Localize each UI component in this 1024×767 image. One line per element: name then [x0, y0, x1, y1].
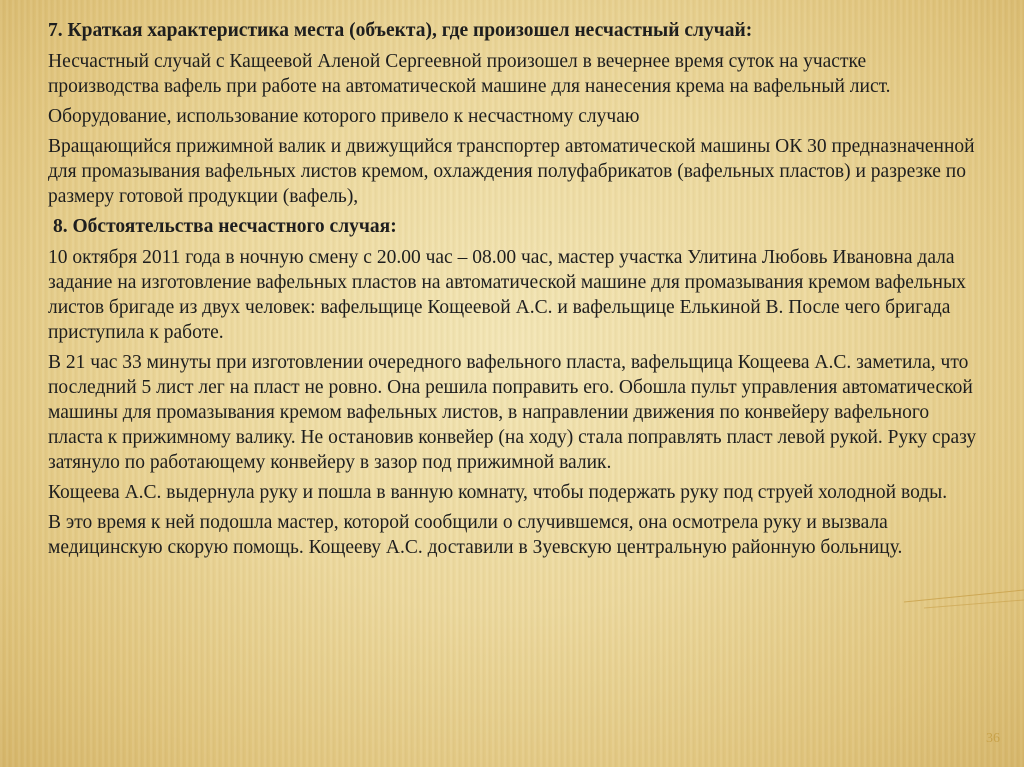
- circumstances-paragraph-4: В это время к ней подошла мастер, которой сообщили о случившемся, она осмотрела руку и вызвала медицинскую скорую помощь. Кощееву А.С. доставили в Зуевскую центральную районную больницу.: [48, 512, 903, 558]
- section-7-heading: 7. Краткая характеристика места (объекта), где произошел несчастный случай:: [48, 20, 753, 41]
- decorative-lines: [904, 560, 1024, 650]
- slide-content: [48, 18, 980, 565]
- equipment-heading-paragraph: Оборудование, использование которого привело к несчастному случаю: [48, 106, 640, 127]
- circumstances-paragraph-3: Кощеева А.С. выдернула руку и пошла в ванную комнату, чтобы подержать руку под струей холодной воды.: [48, 482, 948, 503]
- page-number: 36: [986, 731, 1000, 746]
- circumstances-paragraph-2: В 21 час 33 минуты при изготовлении очередного вафельного пласта, вафельщица Кощеева А.С. заметила, что последний 5 лист лег на пласт не ровно. Она решила поправить его. Обошла пульт управления автоматической машины для промазывания кремом вафельных листов, в направлении движения по конвейеру вафельного пласта к прижимному валику. Не остановив конвейер (на ходу) стала поправлять пласт левой рукой. Руку сразу затянуло по работающему конвейеру в зазор под прижимной валик.: [48, 352, 977, 473]
- circumstances-paragraph-1: 10 октября 2011 года в ночную смену с 20.00 час – 08.00 час, мастер участка Улитина Любовь Ивановна дала задание на изготовление вафельных пластов на автоматической машине для промазывания кремом вафельных листов бригаде из двух человек: вафельщице Кощеевой А.С. и вафельщице Елькиной В. После чего бригада приступила к работе.: [48, 247, 966, 343]
- accident-summary-paragraph: Несчастный случай с Кащеевой Аленой Сергеевной произошел в вечернее время суток на участке производства вафель при работе на автоматической машине для нанесения крема на вафельный лист.: [48, 51, 891, 97]
- equipment-description-paragraph: Вращающийся прижимной валик и движущийся транспортер автоматической машины ОК 30 предназначенной для промазывания вафельных листов кремом, охлаждения полуфабрикатов (вафельных пластов) и разрезке по размеру готовой продукции (вафель),: [48, 136, 975, 207]
- section-8-heading: 8. Обстоятельства несчастного случая:: [53, 216, 397, 237]
